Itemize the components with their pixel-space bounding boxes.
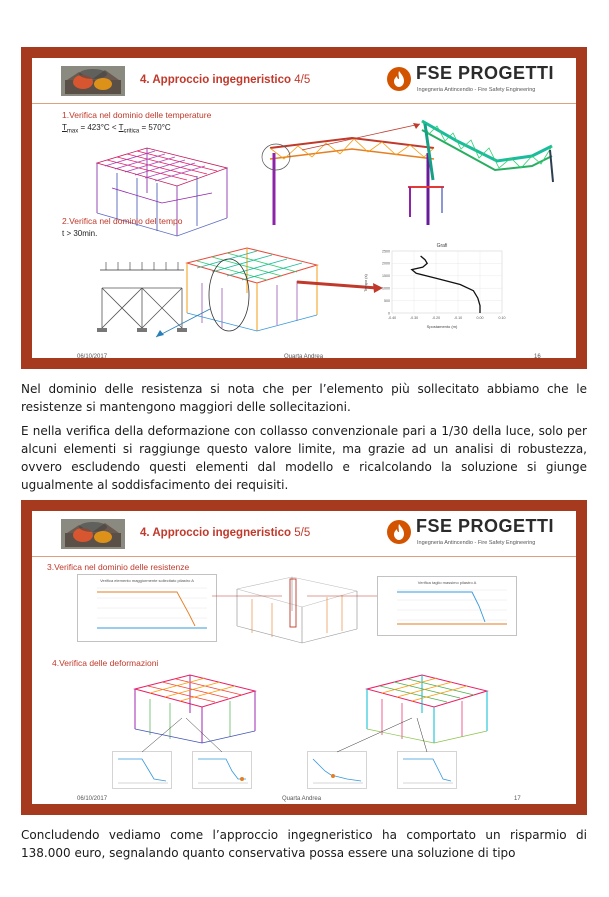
fse-logo bbox=[386, 517, 558, 553]
logo-name: FSE PROGETTI bbox=[416, 516, 555, 536]
deformed-truss-model bbox=[417, 116, 567, 196]
displacement-time-chart bbox=[362, 241, 512, 329]
y-tick-label: 500 bbox=[384, 298, 390, 303]
slide-frame-2 bbox=[21, 500, 587, 815]
paragraph-deformation: E nella verifica della deformazione con collasso convenzionale pari a 1/30 della luce, solo per alcuni elementi si raggiunge questo valore limite, ma grazie ad un analisi di robustezza, ovvero escludendo questi elementi dal modello e ricalcolando la soluzione si giunge ugualmente al soddisfacimento dei requisiti. bbox=[21, 424, 587, 492]
resistance-chart-a bbox=[77, 574, 217, 642]
chart-b-title: Verifica taglio massimo pilastro A bbox=[417, 580, 477, 585]
slide-title: 4. Approccio ingegneristico 5/5 bbox=[140, 527, 311, 539]
slide-frame-1 bbox=[21, 47, 587, 369]
time-condition: t > 30min. bbox=[62, 229, 98, 238]
temperature-condition: $T_{max} = 423^\circ C < T_{critica} = 570^\circ C$ bbox=[62, 123, 171, 135]
x-tick-label: -0.20 bbox=[431, 316, 441, 320]
x-axis-label: Spostamento (m) bbox=[426, 324, 458, 329]
y-tick-label: 2000 bbox=[382, 261, 390, 266]
y-tick-label: 2500 bbox=[382, 249, 390, 254]
x-tick-label: 0.10 bbox=[498, 316, 506, 320]
footer-author: Quarta Andrea bbox=[282, 796, 322, 802]
deformation-chart-3 bbox=[307, 751, 367, 789]
logo-tagline: Ingegneria Antincendio - Fire Safety Engineering bbox=[417, 87, 536, 93]
pointer-arrow bbox=[150, 303, 230, 343]
chart-ticks bbox=[382, 249, 506, 320]
x-tick-label: -0.10 bbox=[453, 316, 463, 320]
logo-tagline: Ingegneria Antincendio - Fire Safety Engineering bbox=[417, 540, 536, 546]
paragraph-resistance: Nel dominio delle resistenza si nota che per l’elemento più sollecitato abbiamo che le resistenze si mantengono maggiori delle sollecitazioni. bbox=[21, 382, 587, 414]
slide-1 bbox=[32, 58, 576, 358]
series-line bbox=[412, 256, 480, 313]
chart-grid bbox=[392, 251, 502, 313]
deformation-chart-2 bbox=[192, 751, 252, 789]
chart-a-title: Verifica elemento maggiormente sollecitato pilastro A bbox=[100, 578, 194, 583]
footer-date: 06/10/2017 bbox=[77, 354, 108, 358]
fire-building-thumbnail bbox=[61, 66, 125, 96]
deformation-chart-1 bbox=[112, 751, 172, 789]
y-tick-label: 1500 bbox=[382, 274, 390, 279]
x-tick-label: 0.00 bbox=[476, 316, 484, 320]
slide-title: 4. Approccio ingegneristico 4/5 bbox=[140, 74, 311, 86]
fse-logo bbox=[386, 64, 558, 100]
flame-logo-icon bbox=[386, 519, 412, 545]
fire-building-thumbnail bbox=[61, 519, 125, 549]
deformation-pointer-lines bbox=[112, 716, 512, 756]
heading-resistance-domain: 3.Verifica nel dominio delle resistenze bbox=[47, 562, 190, 572]
x-tick-label: -0.40 bbox=[387, 316, 397, 320]
heading-deformations: 4.Verifica delle deformazioni bbox=[52, 658, 159, 668]
y-axis-label: Tempo (s) bbox=[363, 274, 368, 292]
title-divider bbox=[32, 103, 576, 104]
x-tick-label: -0.30 bbox=[409, 316, 419, 320]
slide-2 bbox=[32, 511, 576, 804]
chart-title: Grafi bbox=[436, 243, 448, 249]
chart-a-link-line bbox=[212, 591, 282, 601]
y-tick-label: 0 bbox=[388, 311, 390, 316]
heading-time-domain: 2.Verifica nel dominio del tempo bbox=[62, 216, 183, 226]
structure-center-model bbox=[232, 571, 362, 646]
flame-logo-icon bbox=[386, 66, 412, 92]
paragraph-conclusion: Concludendo vediamo come l’approccio ingegneristico ha comportato un risparmio di 138.000 euro, segnalando quanto conservativa possa essere una soluzione di tipo bbox=[21, 828, 587, 860]
heading-temperature-domain: 1.Verifica nel dominio delle temperature bbox=[62, 110, 212, 120]
y-tick-label: 1000 bbox=[382, 286, 390, 291]
chart-b-link-line bbox=[307, 591, 377, 601]
footer-page: 16 bbox=[534, 354, 541, 358]
plot-area bbox=[392, 251, 502, 313]
footer-author: Quarta Andrea bbox=[284, 354, 324, 358]
footer-page: 17 bbox=[514, 796, 521, 802]
footer-date: 06/10/2017 bbox=[77, 796, 108, 802]
title-divider bbox=[32, 556, 576, 557]
logo-name: FSE PROGETTI bbox=[416, 63, 555, 83]
detail-arrow bbox=[292, 118, 432, 158]
deformation-chart-4 bbox=[397, 751, 457, 789]
resistance-chart-b bbox=[377, 576, 517, 636]
